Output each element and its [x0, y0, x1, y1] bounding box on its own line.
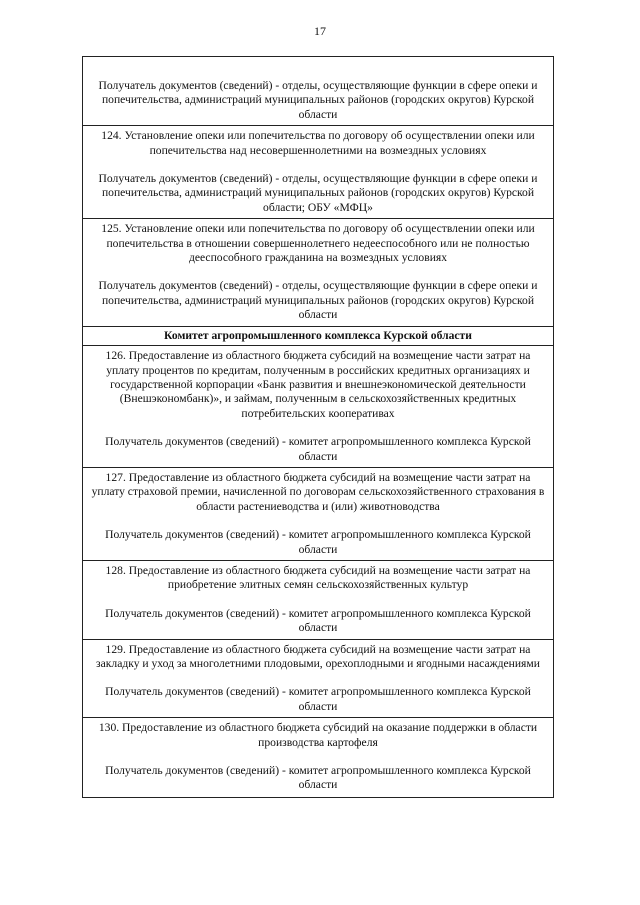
- section-heading: Комитет агропромышленного комплекса Курской области: [83, 327, 553, 346]
- recipient-text: Получатель документов (сведений) - отделы, осуществляющие функции в сфере опеки и попечительства, администраций муниципальных районов (городских округов) Курской области: [98, 79, 538, 121]
- service-text: 130. Предоставление из областного бюджета субсидий на оказание поддержки в области производства картофеля: [98, 721, 538, 749]
- recipient-text: Получатель документов (сведений) - комитет агропромышленного комплекса Курской области: [105, 435, 531, 463]
- table-row: [83, 640, 553, 719]
- service-text: 126. Предоставление из областного бюджета субсидий на возмещение части затрат на уплату процентов по кредитам, полученным в российских кредитных организациях и государственной корпорации «Банк развития и внешнеэкономической деятельности (Внешэкономбанк)», и займам, полученным в сельскохозяйственных кредитных потребительских кооперативах: [105, 349, 531, 420]
- page-number: 17: [314, 24, 326, 38]
- service-text: 125. Установление опеки или попечительства по договору об осуществлении опеки или попечительства в отношении совершеннолетнего недееспособного или не полностью дееспособного гражданина на возмездных условиях: [101, 222, 535, 265]
- table-row: [83, 219, 553, 326]
- table-row: [83, 57, 553, 126]
- service-text: 128. Предоставление из областного бюджета субсидий на возмещение части затрат на приобретение элитных семян сельскохозяйственных культур: [105, 563, 531, 592]
- services-table: [82, 56, 554, 798]
- recipient-text: Получатель документов (сведений) - комитет агропромышленного комплекса Курской области: [105, 685, 531, 713]
- recipient-text: Получатель документов (сведений) - отделы, осуществляющие функции в сфере опеки и попечительства, администраций муниципальных районов (городских округов) Курской области; ОБУ «МФЦ»: [98, 172, 538, 214]
- table-row: [83, 561, 553, 640]
- table-row: [83, 126, 553, 219]
- service-text: 124. Установление опеки или попечительства по договору об осуществлении опеки или попечительства над несовершеннолетними на возмездных условиях: [101, 129, 535, 157]
- recipient-text: Получатель документов (сведений) - комитет агропромышленного комплекса Курской области: [105, 764, 531, 792]
- service-text: 129. Предоставление из областного бюджета субсидий на возмещение части затрат на закладку и уход за многолетними плодовыми, орехоплодными и ягодными насаждениями: [96, 642, 540, 670]
- service-text: 127. Предоставление из областного бюджета субсидий на возмещение части затрат на уплату страховой премии, начисленной по договорам сельскохозяйственного страхования в области растениеводства и (или) животноводства: [91, 470, 545, 513]
- table-row: [83, 468, 553, 561]
- recipient-text: Получатель документов (сведений) - отделы, осуществляющие функции в сфере опеки и попечительства, администраций муниципальных районов (городских округов) Курской области: [98, 279, 538, 322]
- recipient-text: Получатель документов (сведений) - комитет агропромышленного комплекса Курской области: [105, 528, 531, 556]
- table-row: [83, 346, 553, 468]
- table-row: [83, 718, 553, 798]
- recipient-text: Получатель документов (сведений) - комитет агропромышленного комплекса Курской области: [105, 606, 531, 635]
